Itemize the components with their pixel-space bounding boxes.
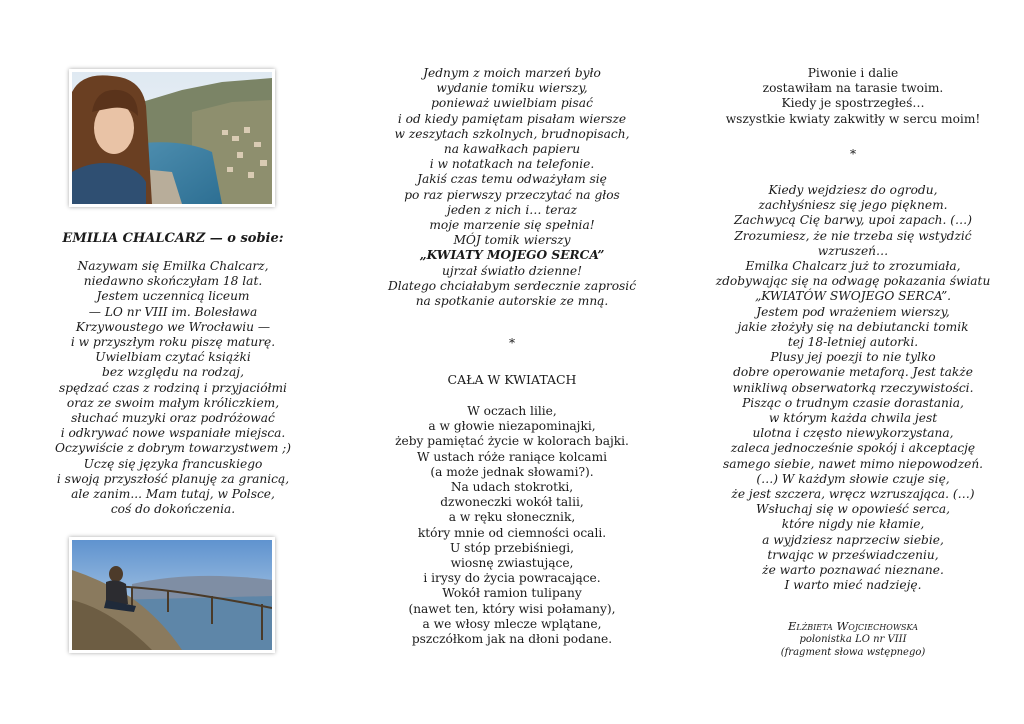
bio-line: spędzać czas z rodziną i przyjaciółmi	[59, 380, 287, 395]
poem-line: Wokół ramion tulipany	[442, 586, 582, 601]
book-title: „KWIATY MOJEGO SERCA”	[419, 248, 605, 263]
poem-line: (nawet ten, który wisi połamany),	[408, 601, 616, 616]
review-line: I warto mieć nadzieję.	[784, 578, 922, 593]
verse-line: Kiedy je spostrzegłeś…	[781, 96, 925, 111]
signature-name: Elżbieta Wojciechowska	[788, 619, 918, 633]
review-line: zachłyśniesz się jego pięknem.	[758, 198, 948, 213]
review-line: „KWIATÓW SWOJEGO SERCA”.	[754, 289, 952, 304]
poem-line: W ustach róże raniące kolcami	[416, 449, 608, 464]
signature-block	[703, 620, 1003, 659]
intro-text	[362, 66, 662, 309]
bio-text	[48, 259, 298, 517]
verse-text	[703, 66, 1003, 127]
review-line: tej 18-letniej autorki.	[787, 335, 919, 350]
poem-text	[362, 404, 662, 647]
review-line: ulotna i często niewykorzystana,	[752, 426, 954, 441]
intro-line: na spotkanie autorskie ze mną.	[415, 294, 609, 309]
review-line: Kiedy wejdziesz do ogrodu,	[768, 183, 938, 197]
intro-line: na kawałkach papieru	[443, 142, 581, 157]
bio-line: Krzywoustego we Wrocławiu —	[75, 319, 271, 334]
review-text	[703, 183, 1003, 593]
review-line: zdobywając się na odwagę pokazania światu	[715, 274, 991, 289]
bio-line: Nazywam się Emilka Chalcarz,	[77, 259, 269, 273]
bio-line: i w przyszłym roku piszę maturę.	[70, 335, 276, 350]
review-line: Emilka Chalcarz już to zrozumiała,	[745, 259, 961, 274]
review-line: dobre operowanie metaforą. Jest także	[733, 365, 973, 380]
bio-line: Jestem uczennicą liceum	[96, 289, 250, 304]
review-line: a wyjdziesz naprzeciw siebie,	[762, 532, 944, 547]
intro-line: jeden z nich i… teraz	[447, 202, 577, 217]
review-line: Jestem pod wrażeniem wierszy,	[756, 304, 950, 319]
review-line: trwając w przeświadczeniu,	[767, 547, 939, 562]
verse-line: zostawiłam na tarasie twoim.	[762, 81, 944, 96]
review-line: wzruszeń…	[817, 243, 889, 258]
review-line: zaleca jednocześnie spokój i akceptację	[730, 441, 976, 456]
signature-note: (fragment słowa wstępnego)	[780, 647, 926, 658]
intro-line: Dlatego chciałabym serdecznie zaprosić	[387, 278, 637, 293]
verse-line: wszystkie kwiaty zakwitły w sercu moim!	[725, 111, 981, 126]
bio-line: niedawno skończyłam 18 lat.	[83, 274, 263, 289]
poem-line: a we włosy mlecze wplątane,	[422, 616, 602, 631]
hiking-image	[72, 540, 272, 650]
review-line: Zrozumiesz, że nie trzeba się wstydzić	[734, 228, 972, 243]
review-line: że jest szczera, wręcz wzruszająca. (…)	[731, 487, 975, 502]
bio-line: i odkrywać nowe wspaniałe miejsca.	[60, 426, 286, 441]
section-separator: *	[508, 336, 516, 350]
bio-line: i swoją przyszłość planuję za granicą,	[56, 471, 290, 486]
review-line: które nigdy nie kłamie,	[781, 517, 925, 532]
intro-line: Jakiś czas temu odważyłam się	[417, 172, 607, 187]
poem-line: W oczach lilie,	[467, 404, 557, 418]
review-line: że warto poznawać nieznane.	[762, 563, 944, 578]
review-line: Zachwycą Cię barwy, upoi zapach. (…)	[734, 213, 972, 228]
review-line: (…) W każdym słowie czuje się,	[756, 471, 950, 486]
bio-line: oraz ze swoim małym króliczkiem,	[66, 395, 280, 410]
bio-line: Uwielbiam czytać książki	[95, 350, 251, 365]
poem-line: wiosnę zwiastujące,	[450, 556, 574, 571]
poem-line: Na udach stokrotki,	[450, 480, 574, 495]
review-line: w którym każda chwila jest	[768, 411, 938, 426]
section-separator: *	[849, 147, 857, 161]
review-line: Pisząc o trudnym czasie dorastania,	[742, 395, 964, 410]
poem-line: a w głowie niezapominajki,	[428, 419, 596, 434]
bio-line: Oczywiście z dobrym towarzystwem ;)	[54, 441, 292, 456]
intro-line: moje marzenie się spełnia!	[429, 218, 595, 233]
review-line: wnikliwą obserwatorką rzeczywistości.	[732, 380, 974, 395]
poem-line: U stóp przebiśniegi,	[449, 540, 575, 555]
verse-line: Piwonie i dalie	[807, 66, 899, 80]
review-line: Plusy jej poezji to nie tylko	[770, 350, 936, 365]
poem-line: i irysy do życia powracające.	[423, 571, 601, 586]
intro-line: MÓJ tomik wierszy	[453, 233, 571, 248]
bio-line: bez względu na rodzaj,	[102, 365, 244, 380]
hiking-photo	[72, 540, 272, 650]
review-line: jakie złożyły się na debiutancki tomik	[737, 319, 969, 334]
intro-line: i w notatkach na telefonie.	[429, 157, 595, 172]
intro-line: Jednym z moich marzeń było	[423, 66, 601, 80]
portrait-image	[72, 72, 272, 204]
intro-line: wydanie tomiku wierszy,	[436, 81, 588, 96]
intro-line: i od kiedy pamiętam pisałam wiersze	[397, 111, 627, 126]
review-line: Wsłuchaj się w opowieść serca,	[756, 502, 950, 517]
bio-line: coś do dokończenia.	[110, 502, 236, 517]
intro-line: ponieważ uwielbiam pisać	[431, 96, 593, 111]
intro-line: w zeszytach szkolnych, brudnopisach,	[394, 126, 630, 141]
review-line: samego siebie, nawet mimo niepowodzeń.	[722, 456, 984, 471]
bio-line: — LO nr VIII im. Bolesława	[88, 304, 258, 319]
intro-line: ujrzał światło dzienne!	[441, 263, 583, 278]
author-portrait-photo	[72, 72, 272, 204]
bio-heading: EMILIA CHALCARZ — o sobie:	[62, 231, 284, 246]
bio-line: słuchać muzyki oraz podróżować	[71, 411, 275, 426]
poem-line: a w ręku słonecznik,	[448, 510, 576, 525]
poem-line: dzwoneczki wokół talii,	[440, 495, 584, 510]
poem-line: żeby pamiętać życie w kolorach bajki.	[395, 434, 629, 449]
bio-line: ale zanim... Mam tutaj, w Polsce,	[71, 487, 275, 502]
intro-line: po raz pierwszy przeczytać na głos	[404, 187, 620, 202]
bio-line: Uczę się języka francuskiego	[83, 456, 263, 471]
signature-role: polonistka LO nr VIII	[799, 634, 907, 645]
poem-title: CAŁA W KWIATACH	[447, 372, 577, 387]
poem-line: (a może jednak słowami?).	[430, 464, 594, 479]
poem-line: pszczółkom jak na dłoni podane.	[411, 632, 613, 647]
poem-line: który mnie od ciemności ocali.	[417, 525, 607, 540]
